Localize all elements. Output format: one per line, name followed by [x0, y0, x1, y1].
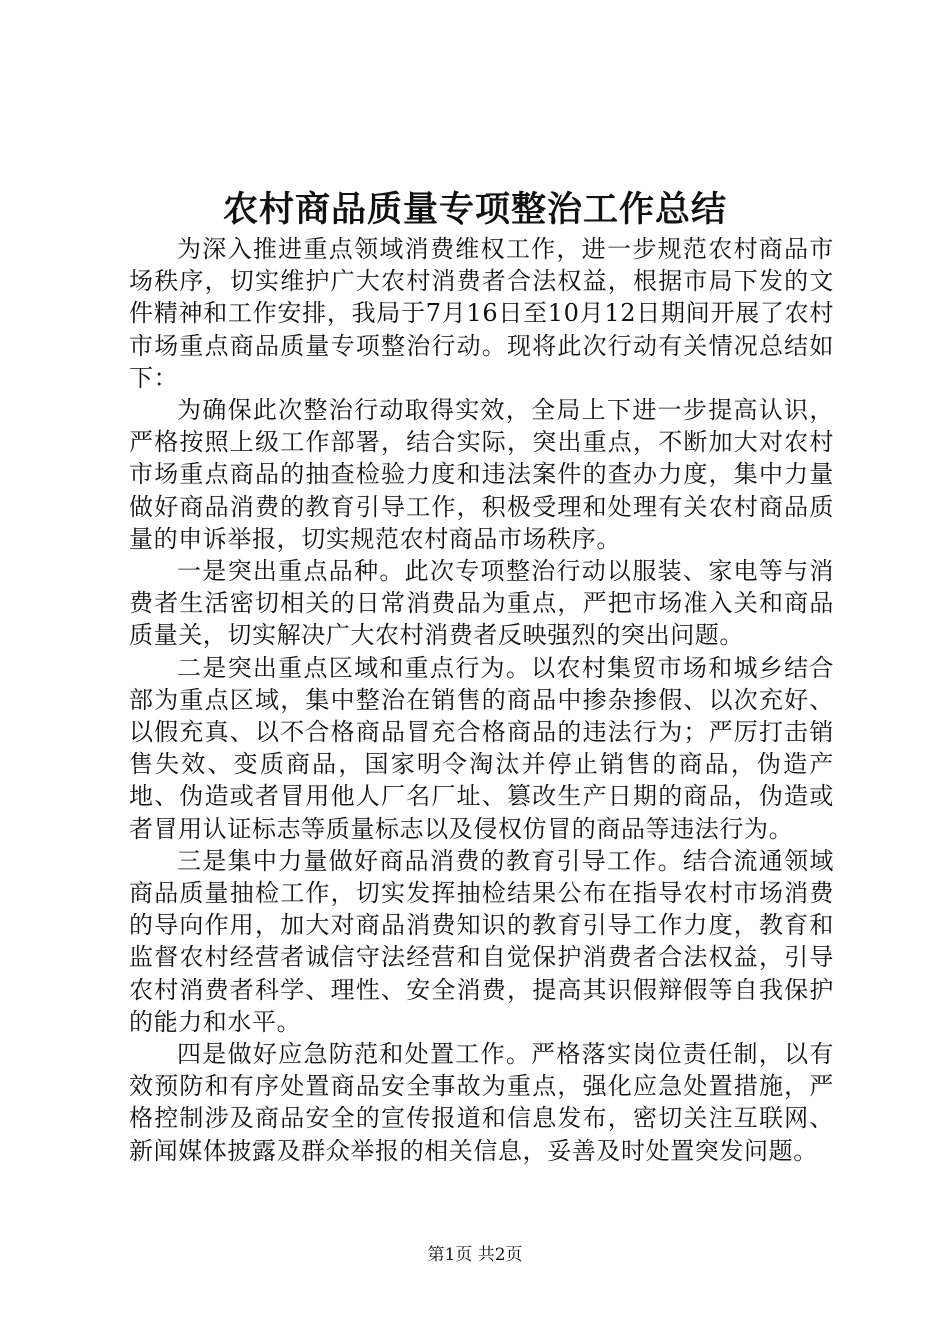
paragraph-point-two: 二是突出重点区域和重点行为。以农村集贸市场和城乡结合部为重点区域，集中整治在销售的商品中掺杂掺假、以次充好、以假充真、以不合格商品冒充合格商品的违法行为；严厉打击销售失效、变质商品，国家明令淘汰并停止销售的商品，伪造产地、伪造或者冒用他人厂名厂址、篡改生产日期的商品，伪造或者冒用认证标志等质量标志以及侵权仿冒的商品等违法行为。 [129, 653, 834, 843]
paragraph-point-four: 四是做好应急防范和处置工作。严格落实岗位责任制，以有效预防和有序处置商品安全事故为重点，强化应急处置措施，严格控制涉及商品安全的宣传报道和信息发布，密切关注互联网、新闻媒体披露及群众举报的相关信息，妥善及时处置突发问题。 [129, 1040, 834, 1165]
document-body [129, 233, 834, 1167]
document-title: 农村商品质量专项整治工作总结 [222, 189, 727, 230]
paragraph-point-one: 一是突出重点品种。此次专项整治行动以服装、家电等与消费者生活密切相关的日常消费品为重点，严把市场准入关和商品质量关，切实解决广大农村消费者反映强烈的突出问题。 [129, 557, 834, 650]
paragraph-overview: 为确保此次整治行动取得实效，全局上下进一步提高认识，严格按照上级工作部署，结合实际，突出重点，不断加大对农村市场重点商品的抽查检验力度和违法案件的查办力度，集中力量做好商品消费的教育引导工作，积极受理和处理有关农村商品质量的申诉举报，切实规范农村商品市场秩序。 [129, 396, 834, 553]
paragraph-intro: 为深入推进重点领域消费维权工作，进一步规范农村商品市场秩序，切实维护广大农村消费者合法权益，根据市局下发的文件精神和工作安排，我局于7月16日至10月12日期间开展了农村市场重点商品质量专项整治行动。现将此次行动有关情况总结如下： [129, 235, 834, 392]
paragraph-point-three: 三是集中力量做好商品消费的教育引导工作。结合流通领域商品质量抽检工作，切实发挥抽检结果公布在指导农村市场消费的导向作用，加大对商品消费知识的教育引导工作力度，教育和监督农村经营者诚信守法经营和自觉保护消费者合法权益，引导农村消费者科学、理性、安全消费，提高其识假辩假等自我保护的能力和水平。 [129, 846, 834, 1036]
page-footer: 第1页 共2页 [427, 1245, 523, 1265]
